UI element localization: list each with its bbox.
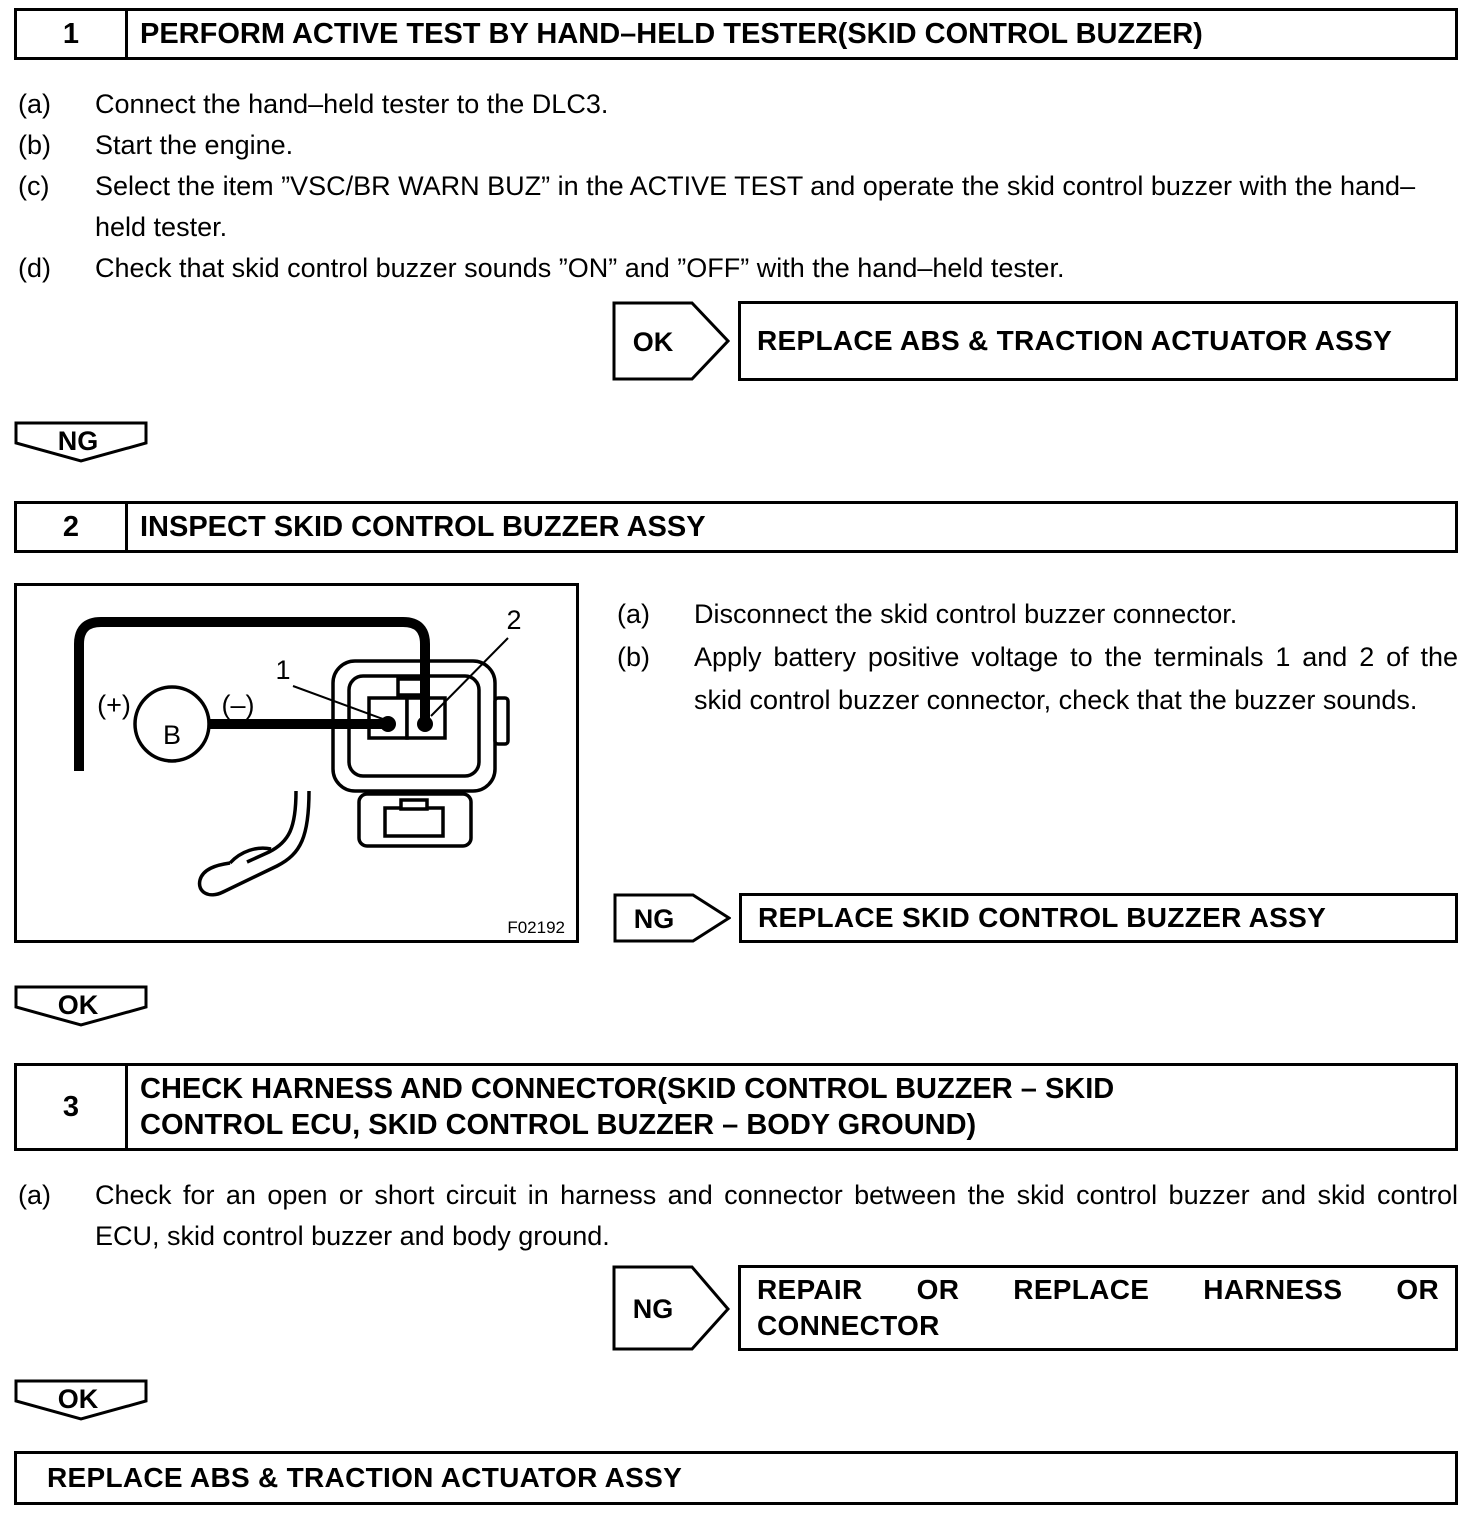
item-text: Start the engine. — [95, 130, 294, 160]
terminal-2-point — [417, 716, 433, 732]
item-label: (b) — [18, 130, 51, 160]
item-label: (a) — [18, 89, 51, 119]
step1-number: 1 — [17, 11, 128, 57]
ng-arrow-label: NG — [633, 904, 675, 934]
item-label: (d) — [18, 253, 51, 283]
item-label: (c) — [18, 171, 50, 201]
ng-arrow-label: NG — [632, 1294, 674, 1324]
step2-ng-result — [613, 893, 1458, 943]
step1-header — [14, 8, 1458, 60]
step2-procedure-list — [613, 593, 1458, 722]
list-item — [14, 84, 1458, 125]
item-text: Check that skid control buzzer sounds ”ON” and ”OFF” with the hand–held tester. — [95, 253, 1065, 283]
list-item — [14, 166, 1458, 248]
terminal-2-label: 2 — [506, 605, 522, 635]
ok-connector-label: OK — [57, 990, 99, 1020]
buzzer-connector-figure — [14, 583, 579, 943]
action-text-line1: REPAIR OR REPLACE HARNESS OR — [757, 1274, 1439, 1305]
step3-title-text: CHECK HARNESS AND CONNECTOR(SKID CONTROL BUZZER – SKID CONTROL ECU, SKID CONTROL BUZZER – BODY GROUND) — [140, 1073, 1115, 1141]
battery-label: B — [162, 720, 182, 750]
item-text: Select the item ”VSC/BR WARN BUZ” in the ACTIVE TEST and operate the skid control buzzer with the hand–held tester. — [95, 171, 1416, 242]
list-item — [613, 593, 1458, 636]
list-item — [14, 125, 1458, 166]
step3-ng-result — [612, 1265, 1458, 1351]
item-text: Connect the hand–held tester to the DLC3. — [95, 89, 609, 119]
action-text-line2: CONNECTOR — [757, 1310, 940, 1341]
step2-title-text: INSPECT SKID CONTROL BUZZER ASSY — [140, 511, 706, 543]
step2-title — [128, 504, 1455, 550]
step2-ng-action-box — [739, 893, 1458, 943]
step1-ok-result — [612, 301, 1458, 381]
final-action-text: REPLACE ABS & TRACTION ACTUATOR ASSY — [47, 1462, 683, 1493]
item-label: (a) — [617, 599, 650, 629]
list-item — [14, 248, 1458, 289]
battery-minus-label: (–) — [221, 690, 255, 720]
action-text — [757, 1272, 1439, 1344]
action-text: REPLACE SKID CONTROL BUZZER ASSY — [758, 902, 1327, 933]
final-action-box — [14, 1451, 1458, 1505]
terminal-1-label: 1 — [275, 655, 291, 685]
step1-procedure-list — [14, 84, 1458, 289]
step1-ng-connector-icon — [14, 421, 148, 463]
step2-number: 2 — [17, 504, 128, 550]
step2-content — [14, 583, 1458, 943]
step1-title-text: PERFORM ACTIVE TEST BY HAND–HELD TESTER(SKID CONTROL BUZZER) — [140, 18, 1203, 50]
battery-plus-label: (+) — [97, 690, 131, 720]
ok-arrow-label: OK — [632, 327, 674, 357]
step1-title — [128, 11, 1455, 57]
step3-procedure-list — [14, 1175, 1458, 1257]
ng-arrow-icon — [612, 1265, 730, 1351]
list-item — [613, 636, 1458, 722]
step3-title — [128, 1066, 1455, 1148]
ok-connector-label: OK — [57, 1384, 99, 1414]
step3-ng-action-box — [738, 1265, 1458, 1351]
item-label: (a) — [18, 1180, 51, 1210]
step3-number: 3 — [17, 1066, 128, 1148]
step3-header — [14, 1063, 1458, 1151]
step2-header — [14, 501, 1458, 553]
item-text: Apply battery positive voltage to the terminals 1 and 2 of the skid control buzzer connector, check that the buzzer sounds. — [694, 642, 1458, 715]
step3-ok-connector-icon — [14, 1379, 148, 1421]
ok-arrow-icon — [612, 301, 730, 381]
ng-arrow-icon — [613, 893, 731, 943]
step2-ok-connector-icon — [14, 985, 148, 1027]
buzzer-connector-diagram — [17, 586, 576, 940]
item-label: (b) — [617, 642, 650, 672]
action-text: REPLACE ABS & TRACTION ACTUATOR ASSY — [757, 325, 1393, 356]
step1-ok-action-box — [738, 301, 1458, 381]
step2-instructions — [613, 583, 1458, 943]
list-item — [14, 1175, 1458, 1257]
ng-connector-label: NG — [57, 426, 99, 456]
figure-code: F02192 — [507, 918, 565, 937]
item-text: Disconnect the skid control buzzer connector. — [694, 599, 1238, 629]
item-text: Check for an open or short circuit in harness and connector between the skid control buzzer and skid control ECU, skid control buzzer and body ground. — [95, 1180, 1458, 1251]
